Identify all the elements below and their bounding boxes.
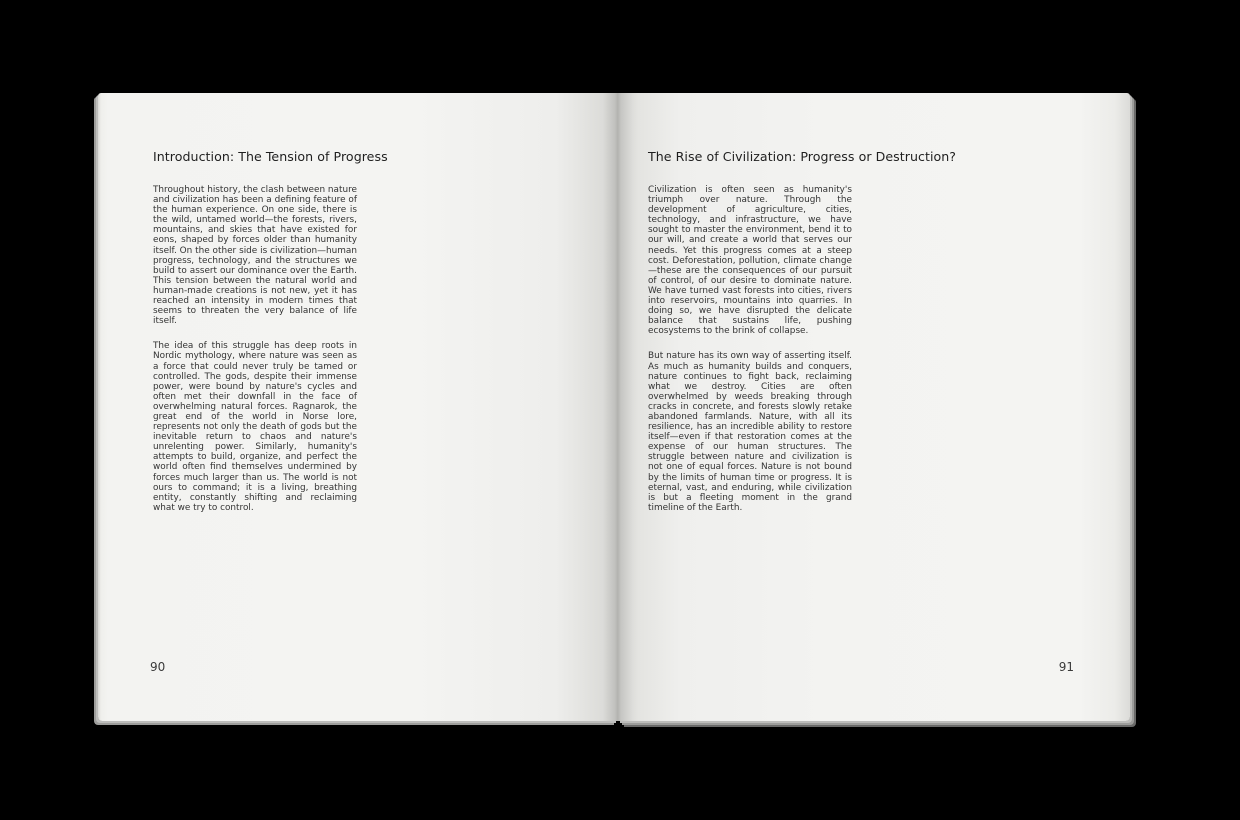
right-paragraph-1: Civilization is often seen as humanity's triumph over nature. Through the development of agriculture, cities, technology, and infrastructure, we have sought to master the environment, bend it to our will, and create a world that serves our needs. Yet this progress comes at a steep cost. Deforestation, pollution, climate change—these are the consequences of our pursuit of control, of our desire to dominate nature. We have turned vast forests into cities, rivers into reservoirs, mountains into quarries. In doing so, we have disrupted the delicate balance that sustains life, pushing ecosystems to the brink of collapse. <box>648 185 852 337</box>
right-page-number: 91 <box>1058 660 1074 674</box>
left-paragraph-2: The idea of this struggle has deep roots in Nordic mythology, where nature was seen as a force that could never truly be tamed or controlled. The gods, despite their immense power, were bound by nature's cycles and often met their downfall in the face of overwhelming natural forces. Ragnarok, the great end of the world in Norse lore, represents not only the death of gods but the inevitable return to chaos and nature's unrelenting power. Similarly, humanity's attempts to build, organize, and perfect the world often find themselves undermined by forces much larger than us. The world is not ours to command; it is a living, breathing entity, constantly shifting and reclaiming what we try to control. <box>153 341 357 513</box>
left-page-number: 90 <box>150 660 166 674</box>
left-page <box>98 93 618 721</box>
left-page-body <box>153 185 357 528</box>
right-page-body <box>648 185 852 528</box>
open-book <box>98 93 1130 723</box>
left-page-heading: Introduction: The Tension of Progress <box>153 149 388 164</box>
left-paragraph-1: Throughout history, the clash between nature and civilization has been a defining feature of the human experience. On one side, there is the wild, untamed world—the forests, rivers, mountains, and skies that have existed for eons, shaped by forces older than humanity itself. On the other side is civilization—human progress, technology, and the structures we build to assert our dominance over the Earth. This tension between the natural world and human-made creations is not new, yet it has reached an intensity in modern times that seems to threaten the very balance of life itself. <box>153 185 357 327</box>
right-paragraph-2: But nature has its own way of asserting itself. As much as humanity builds and conquers, nature continues to fight back, reclaiming what we destroy. Cities are often overwhelmed by weeds breaking through cracks in concrete, and forests slowly retake abandoned farmlands. Nature, with all its resilience, has an incredible ability to restore itself—even if that restoration comes at the expense of our human structures. The struggle between nature and civilization is not one of equal forces. Nature is not bound by the limits of human time or progress. It is eternal, vast, and enduring, while civilization is but a fleeting moment in the grand timeline of the Earth. <box>648 351 852 513</box>
right-page-heading: The Rise of Civilization: Progress or Destruction? <box>648 149 957 164</box>
right-page <box>618 93 1130 721</box>
